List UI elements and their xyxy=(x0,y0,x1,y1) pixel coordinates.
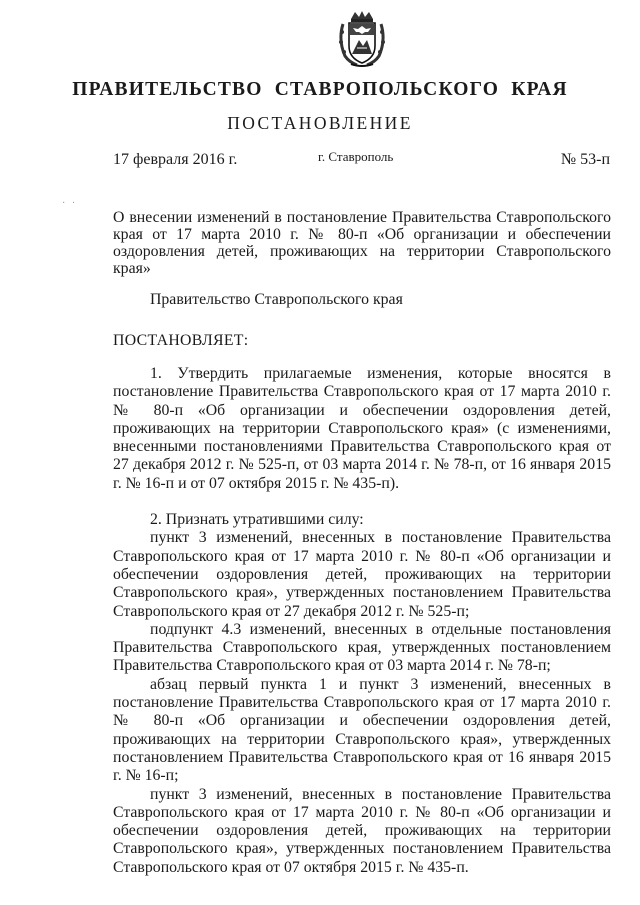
paragraph-2-item: абзац первый пункта 1 и пункт 3 изменений, внесенных в постановление Правительства Ставропольского края от 17 марта 2010 г. № 80-п «Об организации и обеспечении оздоровления детей, проживающих на территории Ставропольского края», утвержденных постановлением Правительства Ставропольского края от 16 января 2015 г. № 16-п; xyxy=(113,675,611,785)
document-number: № 53-п xyxy=(560,151,610,168)
document-title: О внесении изменений в постановление Правительства Ставропольского края от 17 марта 2010 г. № 80-п «Об организации и обеспечении оздоровления детей, проживающих на территории Ставропольского края» xyxy=(113,209,611,277)
paragraph-1: 1. Утвердить прилагаемые изменения, которые вносятся в постановление Правительства Ставропольского края от 17 марта 2010 г. № 80-п «Об организации и обеспечении оздоровления детей, проживающих на территории Ставропольского края» (с изменениями, внесенными постановлениями Правительства Ставропольского края от 27 декабря 2012 г. № 525-п, от 03 марта 2014 г. № 78-п, от 16 января 2015 г. № 16-п и от 07 октября 2015 г. № 435-п). xyxy=(113,365,611,492)
paragraph-2-item: пункт 3 изменений, внесенных в постановление Правительства Ставропольского края от 17 марта 2010 г. № 80-п «Об организации и обеспечении оздоровления детей, проживающих на территории Ставропольского края», утвержденных постановлением Правительства Ставропольского края от 27 декабря 2012 г. № 525-п; xyxy=(113,529,611,620)
paragraph-2: 2. Признать утратившими силу: xyxy=(150,511,364,529)
organization-name: ПРАВИТЕЛЬСТВО СТАВРОПОЛЬСКОГО КРАЯ xyxy=(72,79,568,100)
paragraph-2-item: подпункт 4.3 изменений, внесенных в отдельные постановления Правительства Ставропольского края, утвержденных постановлением Правительства Ставропольского края от 03 марта 2014 г. № 78-п; xyxy=(113,620,611,675)
document-type: ПОСТАНОВЛЕНИЕ xyxy=(227,113,413,133)
coat-of-arms-icon xyxy=(337,10,387,68)
document-city: г. Ставрополь xyxy=(318,149,394,164)
decree-word: ПОСТАНОВЛЯЕТ: xyxy=(113,332,249,349)
paragraph-2-item: пункт 3 изменений, внесенных в постановление Правительства Ставропольского края от 17 марта 2010 г. № 80-п «Об организации и обеспечении оздоровления детей, проживающих на территории Ставропольского края», утвержденных постановлением Правительства Ставропольского края от 07 октября 2015 г. № 435-п. xyxy=(113,785,611,876)
scan-artifact: · · xyxy=(62,198,78,209)
issuing-body: Правительство Ставропольского края xyxy=(150,291,403,308)
document-body xyxy=(113,365,611,877)
document-date: 17 февраля 2016 г. xyxy=(113,151,238,168)
